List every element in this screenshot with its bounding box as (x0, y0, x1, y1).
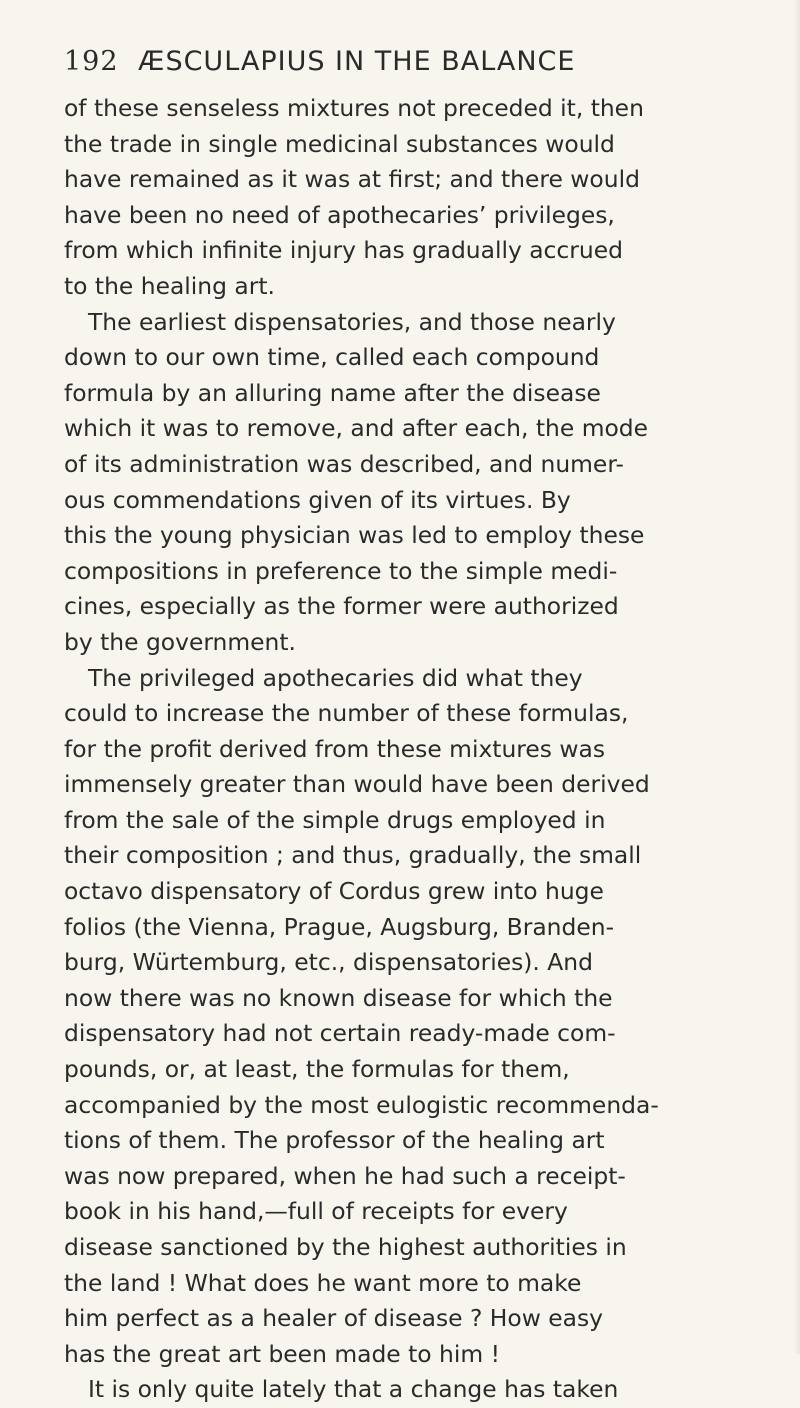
text-line: was now prepared, when he had such a receipt- (64, 1161, 626, 1190)
text-line: by the government. (64, 627, 296, 656)
text-line: octavo dispensatory of Cordus grew into huge (64, 877, 604, 906)
text-line: It is only quite lately that a change has taken (88, 1375, 619, 1404)
running-header (64, 46, 704, 86)
running-title: ÆSCULAPIUS IN THE BALANCE (138, 46, 576, 77)
text-line: for the profit derived from these mixtures was (64, 734, 606, 763)
text-line: the trade in single medicinal substances would (64, 129, 615, 158)
text-line: folios (the Vienna, Prague, Augsburg, Branden- (64, 912, 615, 941)
text-line: to the healing art. (64, 271, 275, 300)
text-line: compositions in preference to the simple medi- (64, 556, 618, 585)
text-line: their composition ; and thus, gradually, the small (64, 841, 642, 870)
text-line: which it was to remove, and after each, the mode (64, 414, 649, 443)
text-line: book in his hand,—full of receipts for every (64, 1197, 568, 1226)
text-line: the land ! What does he want more to make (64, 1268, 582, 1297)
text-line: have remained as it was at first; and there would (64, 165, 640, 194)
text-line: have been no need of apothecaries’ privileges, (64, 200, 615, 229)
text-line: from which infinite injury has gradually accrued (64, 236, 623, 265)
text-line: now there was no known disease for which the (64, 983, 613, 1012)
page-number: 192 (64, 46, 119, 77)
text-line: cines, especially as the former were authorized (64, 592, 619, 621)
text-line: ous commendations given of its virtues. By (64, 485, 571, 514)
text-line: from the sale of the simple drugs employed in (64, 805, 606, 834)
text-line: The privileged apothecaries did what they (88, 663, 583, 692)
text-line: could to increase the number of these formulas, (64, 699, 629, 728)
text-line: disease sanctioned by the highest authorities in (64, 1233, 627, 1261)
text-line: burg, Würtemburg, etc., dispensatories). And (64, 948, 593, 977)
text-line: formula by an alluring name after the disease (64, 378, 601, 407)
text-line: tions of them. The professor of the healing art (64, 1126, 605, 1155)
text-line: him perfect as a healer of disease ? How easy (64, 1304, 604, 1333)
text-line: immensely greater than would have been derived (64, 770, 650, 799)
text-line: dispensatory had not certain ready-made com- (64, 1019, 616, 1048)
page-edge-shadow (794, 0, 800, 1354)
body-text (64, 91, 724, 1408)
text-line: has the great art been made to him ! (64, 1339, 500, 1368)
text-line: down to our own time, called each compound (64, 343, 600, 372)
text-line: this the young physician was led to employ these (64, 521, 645, 550)
text-line: accompanied by the most eulogistic recommenda- (64, 1090, 659, 1119)
text-line: of its administration was described, and numer- (64, 449, 624, 478)
text-line: The earliest dispensatories, and those nearly (88, 307, 616, 336)
text-line: pounds, or, at least, the formulas for them, (64, 1055, 570, 1084)
text-line: of these senseless mixtures not preceded it, then (64, 94, 644, 122)
